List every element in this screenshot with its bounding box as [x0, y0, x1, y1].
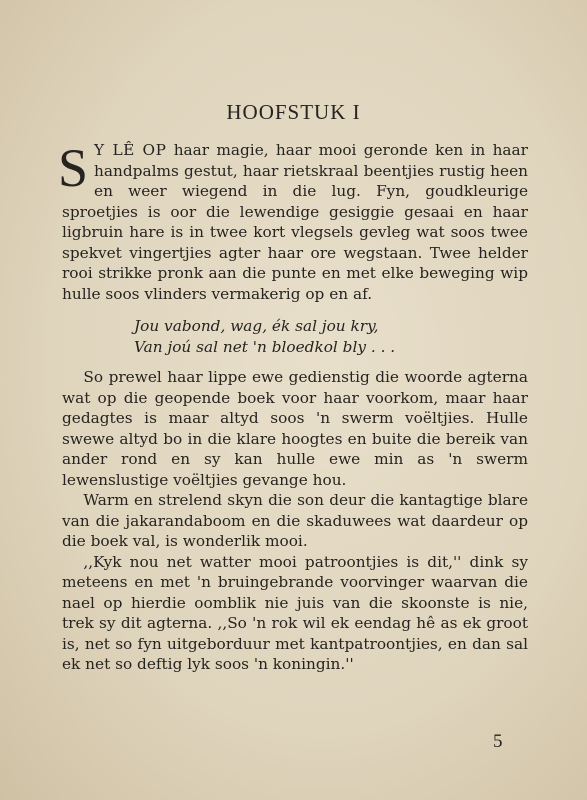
poem-line: Jou vabond, wag, ék sal jou kry, — [134, 317, 379, 335]
paragraph: Warm en strelend skyn die son deur die kantagtige blare van die jakarandaboom en die skaduwees wat daardeur op die boek val, is wonderlik mooi. — [62, 491, 528, 550]
body-text — [58, 138, 528, 675]
page-number: 5 — [493, 731, 503, 752]
poem-verse — [134, 316, 528, 357]
poem-line: Van joú sal net 'n bloedkol bly . . . — [134, 337, 396, 356]
paragraph: So prewel haar lippe ewe gedienstig die woorde agterna wat op die geopende boek voor haar voorkom, maar haar gedagtes is maar altyd soos 'n swerm voëltjies. Hulle swewe altyd bo in die klare hoogtes en buite die bereik van ander rond en sy kan hulle ewe min as 'n swerm lewenslustige voëltjies gevange hou. — [62, 368, 528, 489]
opening-paragraph — [58, 138, 528, 304]
paragraph: ,,Kyk nou net watter mooi patroontjies is dit,'' dink sy meteens en met 'n bruingebrande voorvinger waarvan die nael op hierdie oomblik nie juis van die skoonste is nie, trek sy dit agterna. ,,So 'n rok wil ek eendag hê as ek groot is, net so fyn uitgeborduur met kantpatroontjies, en dan sal ek net so deftig lyk soos 'n koningin.'' — [62, 552, 528, 673]
opening-text: haar magie, haar mooi geronde ken in haar handpalms gestut, haar rietskraal beentjies rustig heen en weer wiegend in die lug. Fyn, goudkleurige sproetjies is oor die lewendige gesiggie gesaai en haar ligbruin hare is in twee kort vlegsels gevleg wat soos twee spekvet vingertjies agter haar ore wegstaan. Twee helder rooi strikke pronk aan die punte en met elke beweging wip hulle soos vlinders vermakerig op en af. — [62, 141, 528, 303]
drop-cap: S — [58, 138, 89, 198]
opening-small-caps: Y LÊ OP — [94, 141, 167, 159]
chapter-title: HOOFSTUK I — [226, 100, 361, 124]
